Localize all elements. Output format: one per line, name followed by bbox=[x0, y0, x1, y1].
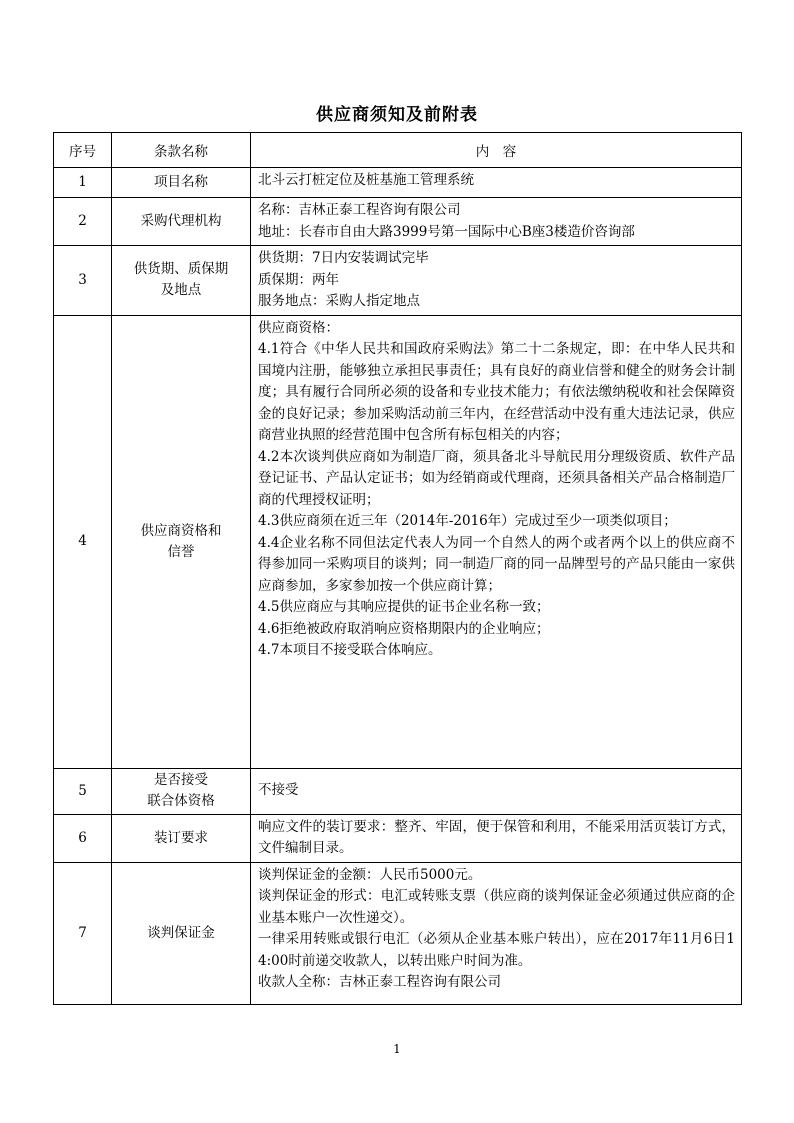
clause-name bbox=[112, 246, 251, 316]
clause-name-line: 供货期、质保期 bbox=[133, 261, 229, 278]
clause-name-line: 信誉 bbox=[167, 543, 195, 560]
content-line: 北斗云打桩定位及桩基施工管理系统 bbox=[258, 172, 474, 188]
table-row bbox=[54, 814, 742, 862]
table-row bbox=[54, 862, 742, 1004]
clause-name-line: 项目名称 bbox=[154, 174, 208, 190]
content-line: 谈判保证金的金额：人民币5000元。 bbox=[258, 866, 482, 883]
clause-name-line: 装订要求 bbox=[154, 829, 208, 846]
clause-name-line: 采购代理机构 bbox=[140, 213, 222, 229]
clause-name-line: 及地点 bbox=[160, 282, 202, 299]
content-line: 服务地点：采购人指定地点 bbox=[258, 293, 420, 309]
clause-content bbox=[251, 862, 742, 1004]
clause-content bbox=[251, 315, 742, 768]
table-header-row bbox=[54, 133, 742, 168]
content-line: 4.7本项目不接受联合体响应。 bbox=[258, 642, 442, 658]
content-line: 4.5供应商应与其响应提供的证书企业名称一致； bbox=[258, 599, 550, 615]
content-line: 一律采用转账或银行电汇（必须从企业基本账户转出），应在2017年11月6日14:00时前递交收款人，以转出账户时间为准。 bbox=[258, 931, 735, 969]
content-line: 响应文件的装订要求：整齐、牢固，便于保管和利用，不能采用活页装订方式，文件编制目录。 bbox=[258, 818, 735, 856]
clause-name bbox=[112, 862, 251, 1004]
row-number: 4 bbox=[54, 315, 112, 768]
clause-content bbox=[251, 168, 742, 198]
row-number: 6 bbox=[54, 814, 112, 862]
content-line: 不接受 bbox=[258, 782, 299, 799]
header-name: 条款名称 bbox=[112, 133, 251, 168]
row-number: 2 bbox=[54, 198, 112, 246]
content-line: 质保期：两年 bbox=[258, 271, 339, 288]
clause-name-line: 谈判保证金 bbox=[147, 924, 215, 941]
content-line: 收款人全称：吉林正泰工程咨询有限公司 bbox=[258, 974, 501, 990]
content-line: 4.3供应商须在近三年（2014年-2016年）完成过至少一项类似项目； bbox=[258, 513, 677, 529]
clause-name-line: 联合体资格 bbox=[147, 793, 215, 809]
table-row bbox=[54, 315, 742, 768]
table-row bbox=[54, 198, 742, 246]
clause-content bbox=[251, 198, 742, 246]
row-number: 1 bbox=[54, 168, 112, 198]
content-line: 4.2本次谈判供应商如为制造厂商，须具备北斗导航民用分理级资质、软件产品登记证书、产品认定证书；如为经销商或代理商，还须具备相关产品合格制造厂商的代理授权证明； bbox=[258, 448, 735, 508]
content-line: 供应商资格： bbox=[258, 319, 339, 336]
clause-name bbox=[112, 198, 251, 246]
supplier-notice-table bbox=[53, 132, 742, 1005]
clause-content bbox=[251, 814, 742, 862]
content-line: 供货期：7日内安装调试完毕 bbox=[258, 250, 429, 266]
clause-name-line: 是否接受 bbox=[154, 772, 208, 788]
clause-content bbox=[251, 246, 742, 316]
content-line: 4.4企业名称不同但法定代表人为同一个自然人的两个或者两个以上的供应商不得参加同一采购项目的谈判；同一制造厂商的同一品牌型号的产品只能由一家供应商参加，多家参加按一个供应商计算； bbox=[258, 534, 735, 594]
clause-name bbox=[112, 768, 251, 814]
document-title: 供应商须知及前附表 bbox=[316, 105, 478, 125]
table-row bbox=[54, 168, 742, 198]
page-number: 1 bbox=[393, 1042, 401, 1056]
clause-name bbox=[112, 814, 251, 862]
content-line: 地址：长春市自由大路3999号第一国际中心B座3楼造价咨询部 bbox=[258, 223, 635, 240]
content-line: 4.6拒绝被政府取消响应资格期限内的企业响应； bbox=[258, 620, 550, 637]
header-num: 序号 bbox=[54, 133, 112, 168]
content-line: 名称：吉林正泰工程咨询有限公司 bbox=[258, 202, 461, 218]
clause-name-line: 供应商资格和 bbox=[140, 522, 222, 539]
content-line: 4.1符合《中华人民共和国政府采购法》第二十二条规定，即：在中华人民共和国境内注册，能够独立承担民事责任；具有良好的商业信誉和健全的财务会计制度；具有履行合同所必须的设备和专业技术能力；有依法缴纳税收和社会保障资金的良好记录；参加采购活动前三年内，在经营活动中没有重大违法记录，供应商营业执照的经营范围中包含所有标包相关的内容； bbox=[258, 341, 735, 443]
table-row bbox=[54, 768, 742, 814]
row-number: 5 bbox=[54, 768, 112, 814]
clause-content bbox=[251, 768, 742, 814]
content-line: 谈判保证金的形式：电汇或转账支票（供应商的谈判保证金必须通过供应商的企业基本账户一次性递交）。 bbox=[258, 888, 735, 926]
table-row bbox=[54, 246, 742, 316]
clause-name bbox=[112, 315, 251, 768]
clause-name bbox=[112, 168, 251, 198]
row-number: 3 bbox=[54, 246, 112, 316]
header-content: 内 容 bbox=[251, 133, 742, 168]
row-number: 7 bbox=[54, 862, 112, 1004]
